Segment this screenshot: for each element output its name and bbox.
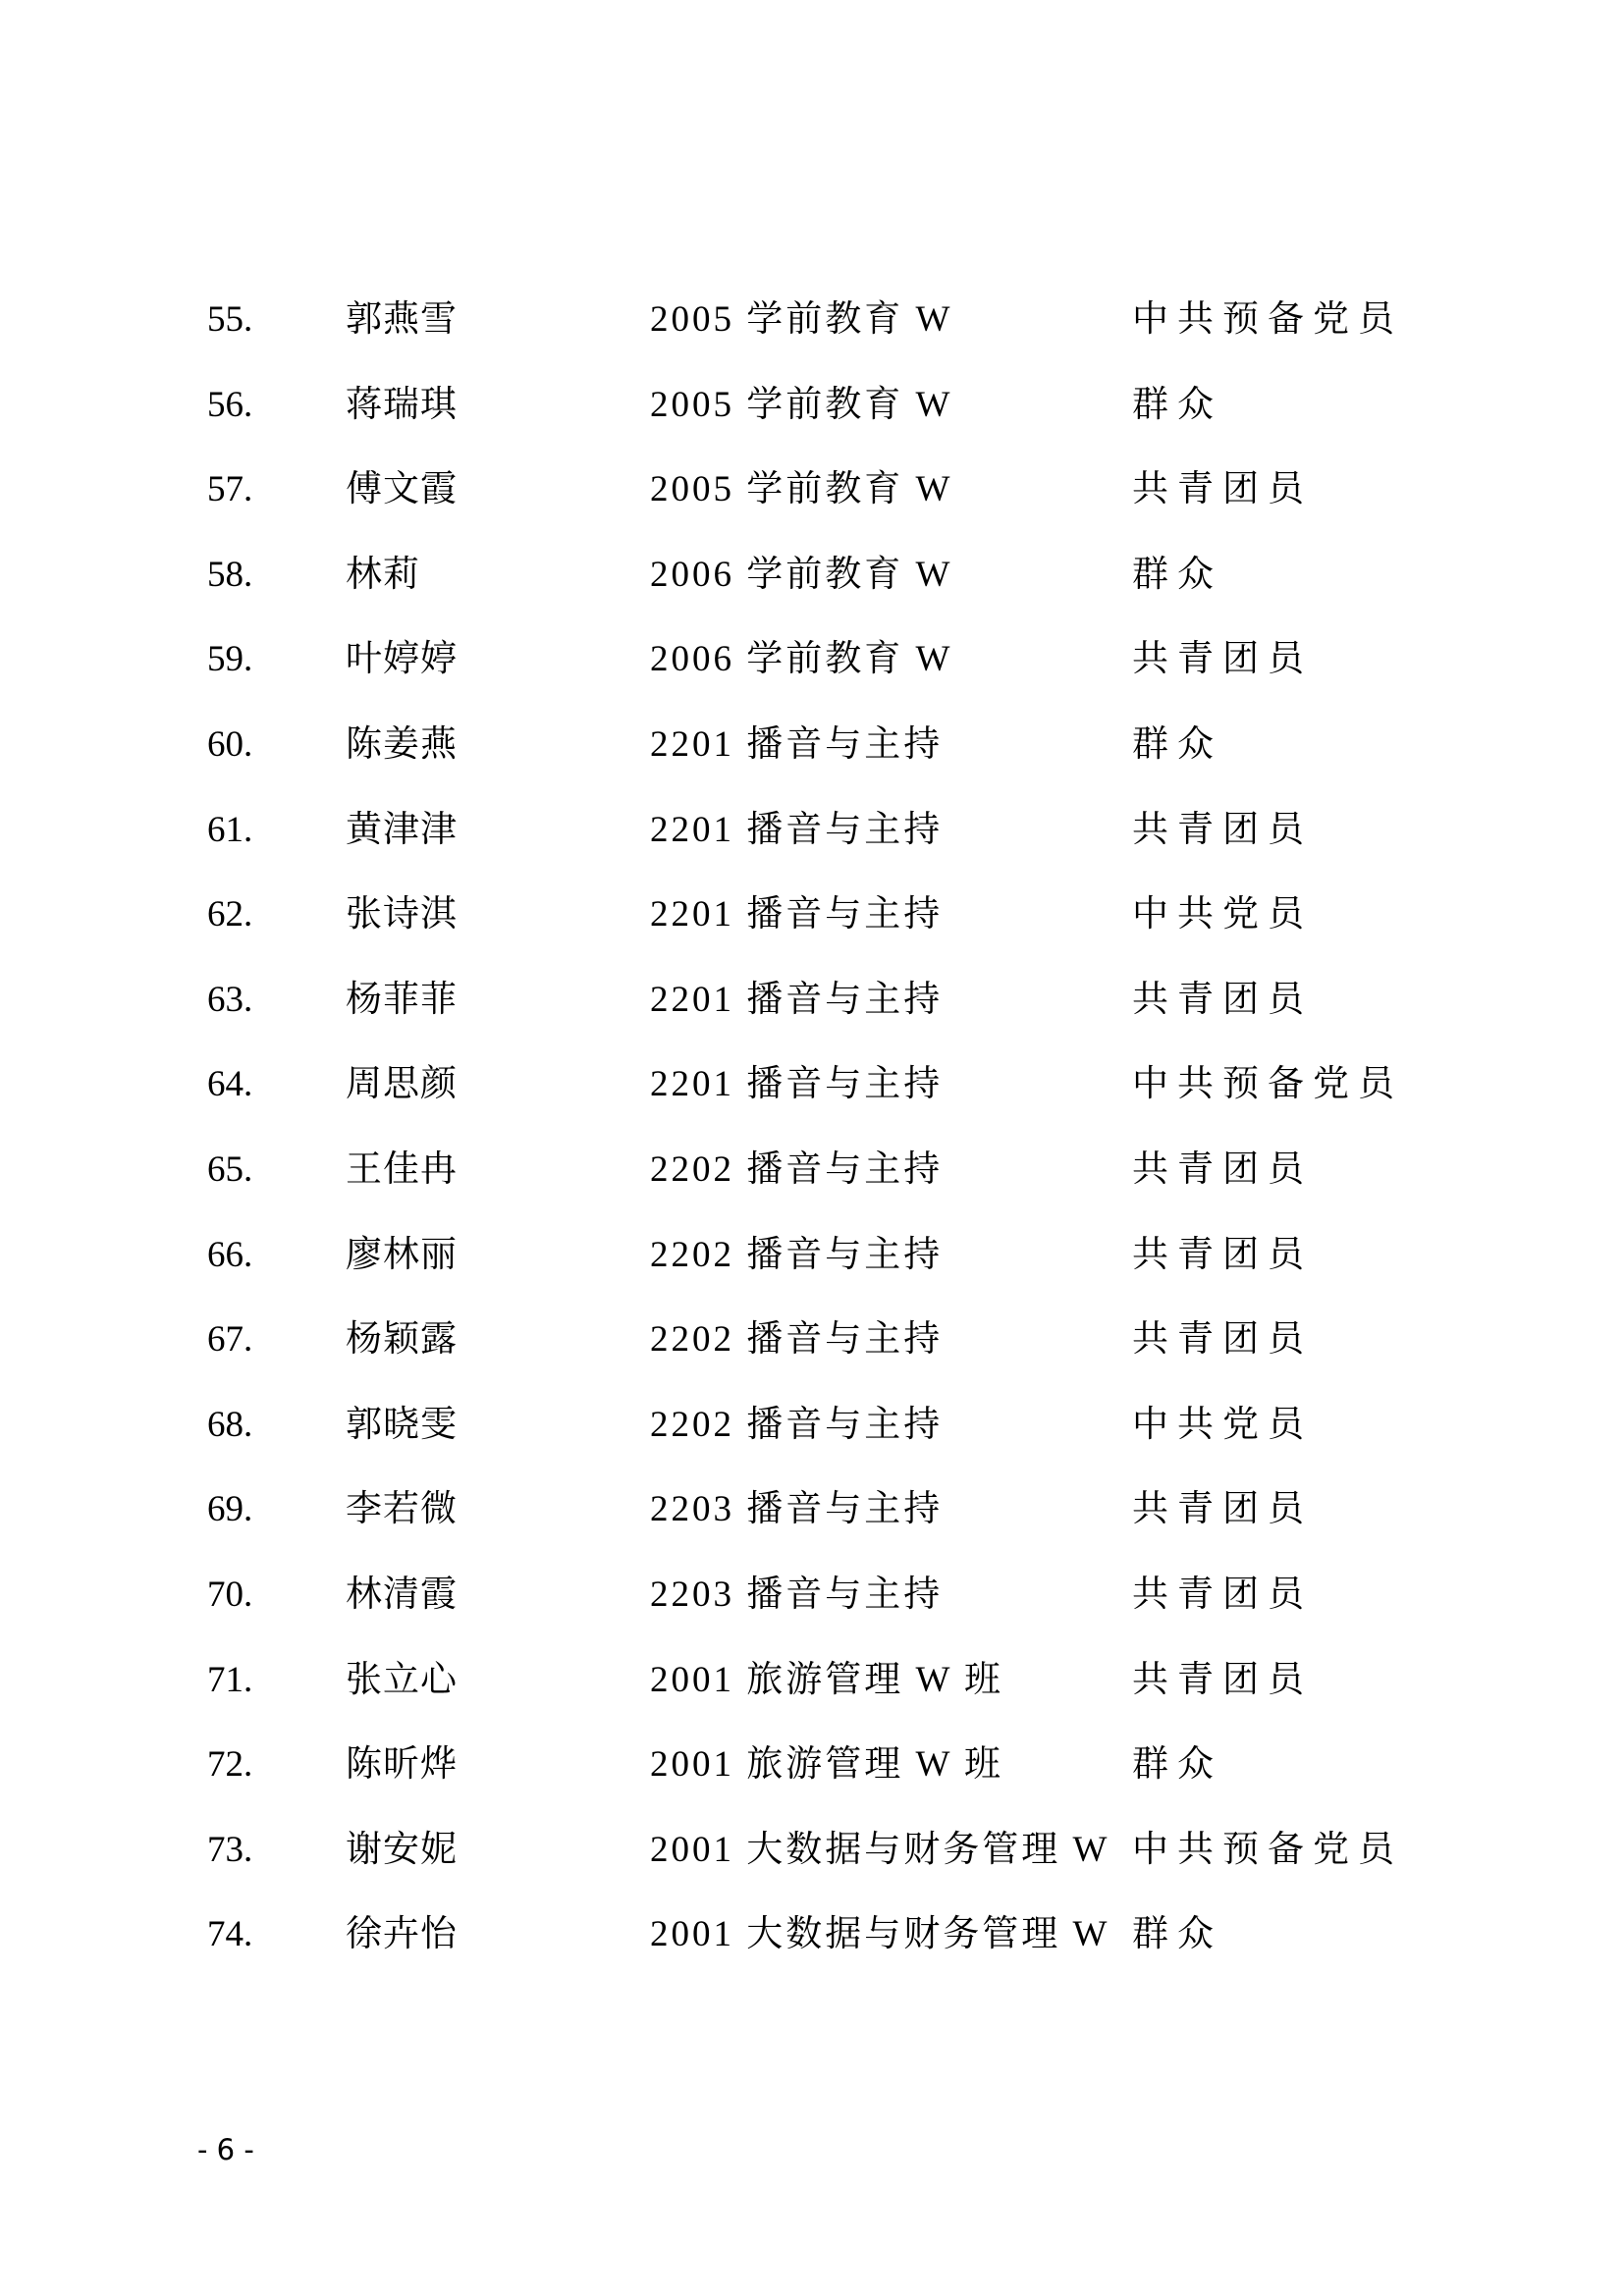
political-status: 中共党员	[1132, 1404, 1313, 1445]
roster-row	[0, 1829, 1624, 1872]
class-name: 2202 播音与主持	[650, 1234, 944, 1275]
row-number: 63.	[207, 979, 253, 1020]
political-status: 共青团员	[1132, 1489, 1313, 1530]
row-number: 68.	[207, 1404, 253, 1445]
roster-row	[0, 638, 1624, 681]
class-name: 2005 学前教育 W	[650, 469, 953, 510]
political-status: 群众	[1132, 1744, 1222, 1786]
row-number: 71.	[207, 1659, 253, 1700]
political-status: 共青团员	[1132, 1149, 1313, 1190]
student-name: 陈姜燕	[346, 724, 458, 765]
political-status: 共青团员	[1132, 639, 1313, 680]
student-name: 陈昕烨	[346, 1744, 458, 1786]
row-number: 73.	[207, 1829, 253, 1870]
class-name: 2005 学前教育 W	[650, 384, 953, 425]
political-status: 中共预备党员	[1132, 299, 1403, 340]
row-number: 74.	[207, 1914, 253, 1955]
class-name: 2203 播音与主持	[650, 1575, 944, 1615]
class-name: 2001 旅游管理 W 班	[650, 1659, 1004, 1700]
row-number: 58.	[207, 554, 253, 595]
student-name: 谢安妮	[346, 1829, 458, 1870]
class-name: 2202 播音与主持	[650, 1319, 944, 1361]
student-name: 廖林丽	[346, 1234, 458, 1275]
class-name: 2201 播音与主持	[650, 724, 944, 765]
political-status: 共青团员	[1132, 1575, 1313, 1615]
class-name: 2202 播音与主持	[650, 1149, 944, 1190]
row-number: 59.	[207, 639, 253, 680]
roster-row	[0, 554, 1624, 597]
roster-row	[0, 893, 1624, 936]
row-number: 69.	[207, 1489, 253, 1530]
student-name: 徐卉怡	[346, 1914, 458, 1955]
student-name: 杨颖露	[346, 1319, 458, 1361]
row-number: 62.	[207, 894, 253, 935]
roster-row	[0, 468, 1624, 511]
class-name: 2001 大数据与财务管理 W	[650, 1829, 1110, 1870]
class-name: 2001 大数据与财务管理 W	[650, 1914, 1110, 1955]
student-name: 郭晓雯	[346, 1404, 458, 1445]
political-status: 中共预备党员	[1132, 1829, 1403, 1870]
class-name: 2201 播音与主持	[650, 894, 944, 935]
row-number: 72.	[207, 1744, 253, 1786]
student-name: 杨菲菲	[346, 979, 458, 1020]
class-name: 2001 旅游管理 W 班	[650, 1744, 1004, 1786]
political-status: 共青团员	[1132, 469, 1313, 510]
row-number: 64.	[207, 1064, 253, 1105]
class-name: 2005 学前教育 W	[650, 299, 953, 340]
roster-row	[0, 979, 1624, 1022]
roster-row	[0, 1743, 1624, 1787]
student-name: 郭燕雪	[346, 299, 458, 340]
student-name: 张立心	[346, 1659, 458, 1700]
political-status: 群众	[1132, 1914, 1222, 1955]
student-name: 周思颜	[346, 1064, 458, 1105]
political-status: 共青团员	[1132, 979, 1313, 1020]
student-name: 林莉	[346, 554, 420, 595]
roster-row	[0, 1913, 1624, 1956]
student-name: 傅文霞	[346, 469, 458, 510]
roster-row	[0, 298, 1624, 342]
student-name: 李若微	[346, 1489, 458, 1530]
student-name: 蒋瑞琪	[346, 384, 458, 425]
roster-row	[0, 1148, 1624, 1192]
row-number: 57.	[207, 469, 253, 510]
page-number: - 6 -	[197, 2133, 254, 2166]
row-number: 65.	[207, 1149, 253, 1190]
class-name: 2201 播音与主持	[650, 809, 944, 850]
student-name: 黄津津	[346, 809, 458, 850]
political-status: 中共党员	[1132, 894, 1313, 935]
class-name: 2201 播音与主持	[650, 1064, 944, 1105]
political-status: 中共预备党员	[1132, 1064, 1403, 1105]
row-number: 67.	[207, 1319, 253, 1361]
student-name: 张诗淇	[346, 894, 458, 935]
row-number: 55.	[207, 299, 253, 340]
roster-row	[0, 1318, 1624, 1362]
student-name: 林清霞	[346, 1575, 458, 1615]
row-number: 66.	[207, 1234, 253, 1275]
political-status: 共青团员	[1132, 1319, 1313, 1361]
political-status: 群众	[1132, 724, 1222, 765]
roster-row	[0, 1659, 1624, 1702]
roster-row	[0, 723, 1624, 767]
roster-row	[0, 1063, 1624, 1106]
student-name: 叶婷婷	[346, 639, 458, 680]
roster-row	[0, 384, 1624, 427]
political-status: 共青团员	[1132, 809, 1313, 850]
student-name: 王佳冉	[346, 1149, 458, 1190]
roster-row	[0, 1234, 1624, 1277]
row-number: 61.	[207, 809, 253, 850]
political-status: 共青团员	[1132, 1659, 1313, 1700]
row-number: 70.	[207, 1575, 253, 1615]
roster-row	[0, 1488, 1624, 1531]
class-name: 2006 学前教育 W	[650, 639, 953, 680]
political-status: 群众	[1132, 384, 1222, 425]
class-name: 2201 播音与主持	[650, 979, 944, 1020]
class-name: 2202 播音与主持	[650, 1404, 944, 1445]
row-number: 56.	[207, 384, 253, 425]
roster-row	[0, 1574, 1624, 1617]
political-status: 共青团员	[1132, 1234, 1313, 1275]
political-status: 群众	[1132, 554, 1222, 595]
row-number: 60.	[207, 724, 253, 765]
class-name: 2203 播音与主持	[650, 1489, 944, 1530]
roster-row	[0, 809, 1624, 852]
roster-row	[0, 1404, 1624, 1447]
class-name: 2006 学前教育 W	[650, 554, 953, 595]
